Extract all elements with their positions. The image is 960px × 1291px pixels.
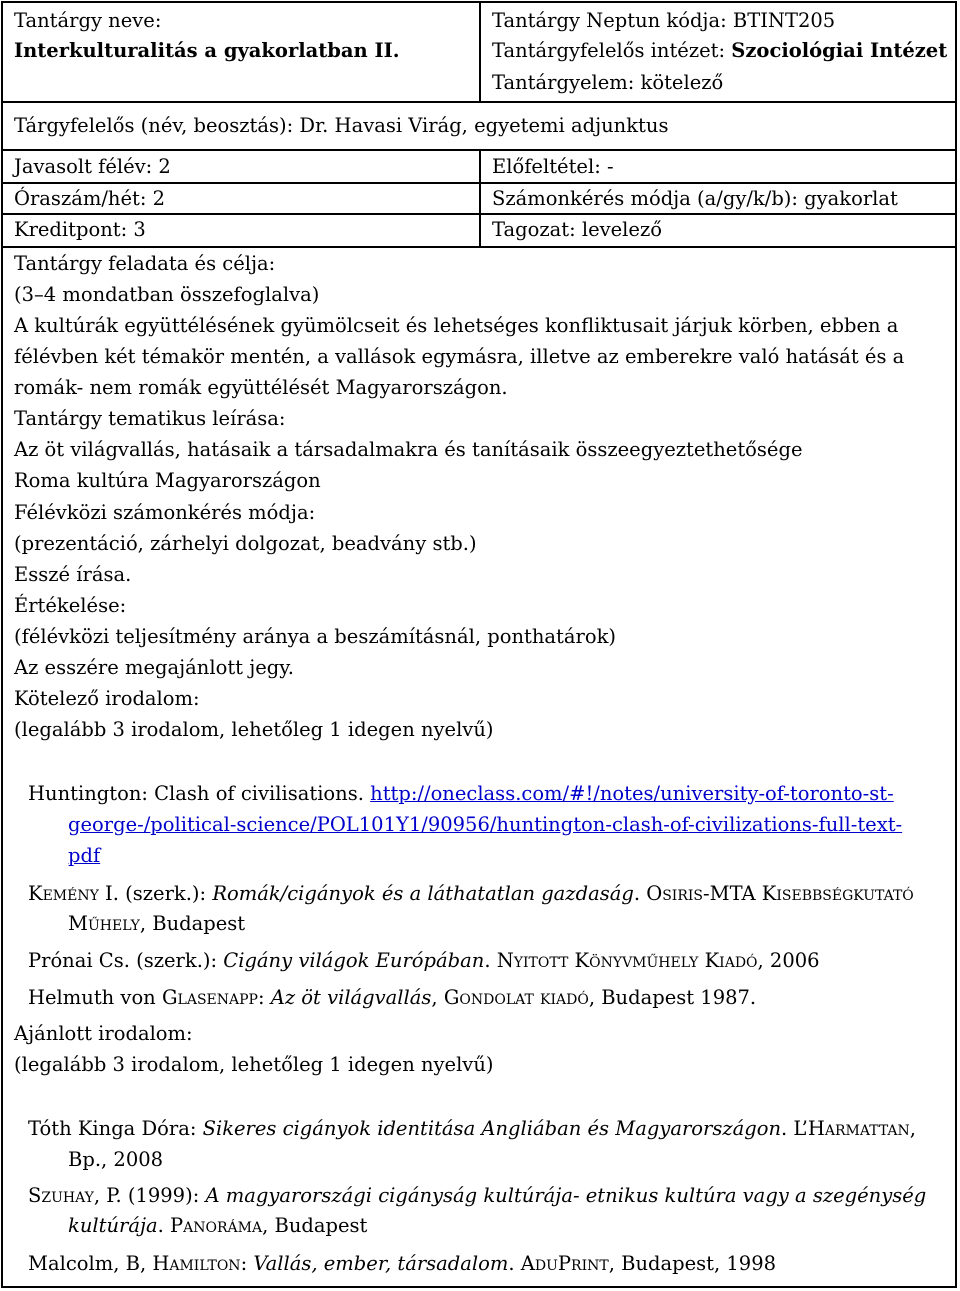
ref-publisher: K xyxy=(704,949,720,972)
ref-publisher: O xyxy=(646,882,663,905)
institute-line xyxy=(492,41,947,61)
neptun-label: Tantárgy Neptun kódja: xyxy=(492,9,727,32)
ref-publisher: du xyxy=(534,1252,558,1275)
ref-author: Prónai Cs. (szerk.): xyxy=(28,949,224,972)
required-ref-1-line-3 xyxy=(68,846,100,866)
institute-label: Tantárgyfelelős intézet: xyxy=(492,39,726,62)
recommended-semester: Javasolt félév: 2 xyxy=(14,155,171,178)
ref-author: lasenapp xyxy=(177,986,258,1009)
ref-punct: , xyxy=(909,1117,916,1140)
divider-header xyxy=(1,101,957,103)
thematic-line-1: Az öt világvallás, hatásaik a társadalmakra és tanításaik összeegyeztethetősége xyxy=(14,438,803,461)
midterm-value: Esszé írása. xyxy=(14,563,132,586)
ref-title: A magyarországi cigányság kultúrája- etnikus kultúra vagy a szegénység xyxy=(205,1184,927,1207)
ref-punct: . xyxy=(157,1214,171,1237)
ref-place: , Budapest 1987. xyxy=(588,986,757,1009)
task-heading: Tantárgy feladata és célja: xyxy=(14,252,276,275)
evaluation-hint: (félévközi teljesítmény aránya a beszámításnál, ponthatárok) xyxy=(14,625,616,648)
ref-place: , Budapest, 1998 xyxy=(608,1252,777,1275)
weekly-hours: Óraszám/hét: 2 xyxy=(14,187,166,210)
ref-text: Huntington: Clash of civilisations. xyxy=(28,782,364,805)
task-line-1: A kultúrák együttélésének gyümölcseit és lehetséges konfliktusait járjuk körben, ebben a xyxy=(14,314,899,337)
recommended-ref-3 xyxy=(28,1254,776,1274)
ref-author: , P. (1999): xyxy=(93,1184,206,1207)
ref-link-continued[interactable]: pdf xyxy=(68,844,101,867)
ref-publisher: űhely xyxy=(87,912,140,935)
ref-title: Sikeres cigányok identitása Angliában és Magyarországon xyxy=(202,1117,782,1140)
thematic-heading: Tantárgy tematikus leírása: xyxy=(14,407,286,430)
ref-publisher: isebbségkutató xyxy=(776,882,914,905)
ref-title: Romák/cigányok és a láthatatlan gazdaság xyxy=(212,882,634,905)
ref-author: Tóth Kinga Dóra: xyxy=(28,1117,203,1140)
required-literature-hint: (legalább 3 irodalom, lehetőleg 1 idegen nyelvű) xyxy=(14,718,494,741)
ref-author: S xyxy=(28,1184,42,1207)
ref-publisher: P xyxy=(170,1214,184,1237)
ref-publisher: siris xyxy=(662,882,704,905)
credit-points: Kreditpont: 3 xyxy=(14,218,146,241)
ref-punct: . xyxy=(484,949,497,972)
ref-publisher: anoráma xyxy=(183,1214,263,1237)
divider-meta-3 xyxy=(1,246,957,248)
ref-publisher: P xyxy=(557,1252,572,1275)
ref-publisher: önyvműhely xyxy=(589,949,705,972)
recommended-literature-hint: (legalább 3 irodalom, lehetőleg 1 idegen nyelvű) xyxy=(14,1053,494,1076)
ref-author: G xyxy=(161,986,178,1009)
study-mode: Tagozat: levelező xyxy=(492,218,662,241)
required-ref-4 xyxy=(28,988,756,1008)
ref-author: : xyxy=(240,1252,254,1275)
ref-title: Az öt világvallás xyxy=(270,986,432,1009)
ref-link[interactable]: http://oneclass.com/#!/notes/university-of-toronto-st- xyxy=(370,782,894,805)
ref-author: Helmuth von xyxy=(28,986,162,1009)
institute-name: Szociológiai Intézet xyxy=(731,39,948,62)
ref-title: Vallás, ember, társadalom xyxy=(253,1252,509,1275)
required-ref-1-line-1 xyxy=(28,784,894,804)
ref-punct: . L’ xyxy=(781,1117,808,1140)
divider-meta-vertical xyxy=(479,149,481,246)
neptun-code-line xyxy=(492,11,835,31)
recommended-ref-1-line-2: Bp., 2008 xyxy=(68,1148,164,1171)
ref-punct: , xyxy=(431,986,444,1009)
recommended-literature-heading: Ajánlott irodalom: xyxy=(14,1022,193,1045)
ref-link-continued[interactable]: george-/political-science/POL101Y1/90956/huntington-clash-of-civilizations-full-text- xyxy=(68,813,903,836)
ref-title: Cigány világok Európában xyxy=(223,949,485,972)
ref-author: zuhay xyxy=(41,1184,94,1207)
ref-publisher: A xyxy=(520,1252,535,1275)
ref-publisher: yitott xyxy=(513,949,575,972)
required-ref-1-line-2 xyxy=(68,815,902,835)
responsible-person: Tárgyfelelős (név, beosztás): Dr. Havasi Virág, egyetemi adjunktus xyxy=(14,114,669,137)
required-ref-2-line-1 xyxy=(28,884,914,904)
ref-year: , 2006 xyxy=(757,949,820,972)
ref-punct: . xyxy=(633,882,647,905)
required-literature-heading: Kötelező irodalom: xyxy=(14,687,200,710)
ref-author: amilton xyxy=(169,1252,241,1275)
ref-punct: . xyxy=(508,1252,521,1275)
subject-element: Tantárgyelem: kötelező xyxy=(492,71,724,94)
ref-publisher: armattan xyxy=(824,1117,910,1140)
ref-author: : xyxy=(257,986,271,1009)
evaluation-heading: Értékelése: xyxy=(14,594,127,617)
ref-author: I. (szerk.): xyxy=(98,882,213,905)
ref-author: K xyxy=(28,882,43,905)
prerequisite: Előfeltétel: - xyxy=(492,155,614,178)
ref-publisher: H xyxy=(807,1117,825,1140)
subject-name-label: Tantárgy neve: xyxy=(14,9,162,32)
recommended-ref-2-line-2 xyxy=(68,1216,367,1236)
task-hint: (3–4 mondatban összefoglalva) xyxy=(14,283,320,306)
ref-publisher: ondolat kiadó xyxy=(459,986,589,1009)
ref-author: emény xyxy=(42,882,99,905)
task-line-2: félévben két témakör mentén, a vallások egymásra, illetve az emberekre való hatását és a xyxy=(14,345,905,368)
required-ref-3 xyxy=(28,951,820,971)
subject-name: Interkulturalitás a gyakorlatban II. xyxy=(14,39,400,62)
required-ref-2-line-2 xyxy=(68,914,245,934)
ref-publisher: K xyxy=(574,949,590,972)
ref-place: , Budapest xyxy=(262,1214,368,1237)
ref-publisher: G xyxy=(443,986,460,1009)
midterm-hint: (prezentáció, zárhelyi dolgozat, beadvány stb.) xyxy=(14,532,477,555)
recommended-ref-2-line-1 xyxy=(28,1186,926,1206)
recommended-ref-1-line-1 xyxy=(28,1119,916,1139)
divider-header-vertical xyxy=(479,1,481,101)
ref-publisher: M xyxy=(68,912,88,935)
ref-publisher: iadó xyxy=(719,949,758,972)
ref-publisher: K xyxy=(761,882,777,905)
evaluation-value: Az esszére megajánlott jegy. xyxy=(14,656,294,679)
thematic-line-2: Roma kultúra Magyarországon xyxy=(14,469,321,492)
ref-author: H xyxy=(152,1252,170,1275)
ref-publisher: N xyxy=(496,949,514,972)
assessment-type: Számonkérés módja (a/gy/k/b): gyakorlat xyxy=(492,187,898,210)
ref-place: , Budapest xyxy=(139,912,246,935)
neptun-code: BTINT205 xyxy=(732,9,836,32)
task-line-3: romák- nem romák együttélését Magyarországon. xyxy=(14,376,508,399)
ref-publisher: -MTA xyxy=(703,882,762,905)
midterm-heading: Félévközi számonkérés módja: xyxy=(14,501,316,524)
ref-title: kultúrája xyxy=(68,1214,158,1237)
ref-author: Malcolm, B, xyxy=(28,1252,153,1275)
ref-publisher: rint xyxy=(571,1252,609,1275)
